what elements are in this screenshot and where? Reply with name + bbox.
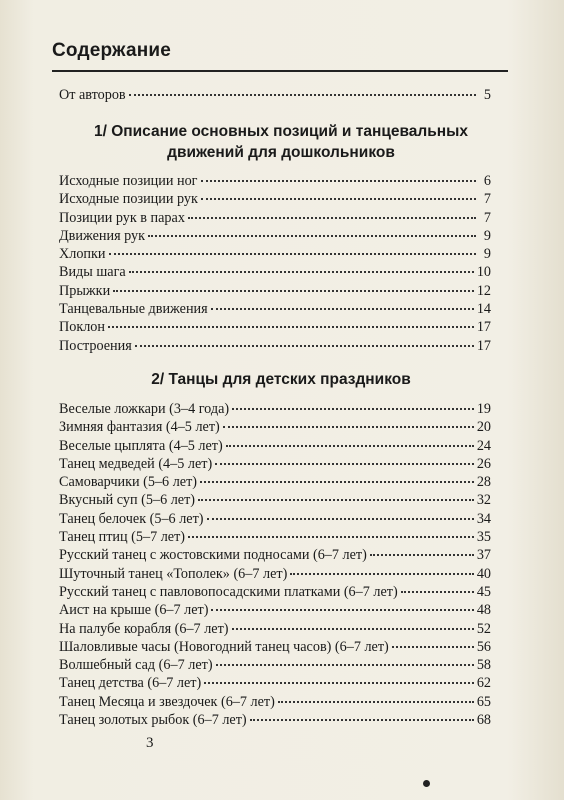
toc-entry-title: Танец птиц (5–7 лет) — [59, 529, 186, 546]
dot-leader — [129, 271, 474, 273]
toc-entry-page: 20 — [476, 419, 491, 436]
toc-entry-page: 28 — [476, 474, 491, 491]
toc-entry — [59, 601, 491, 619]
toc-entry — [59, 455, 491, 473]
contents-heading: Содержание — [52, 40, 172, 61]
toc-entry — [59, 337, 491, 355]
toc-entry-title: Зимняя фантазия (4–5 лет) — [59, 419, 220, 436]
toc-entry-title: Исходные позиции ног — [59, 173, 198, 189]
dot-leader — [200, 481, 474, 483]
toc-entry-page: 9 — [483, 227, 491, 244]
toc-entry-page: 48 — [476, 602, 491, 619]
toc-entry-title: Веселые ложкари (3–4 года) — [59, 401, 230, 417]
toc-entry-page: 5 — [483, 87, 491, 103]
dot-leader — [201, 180, 477, 182]
dot-leader — [278, 701, 474, 703]
toc-entry-page: 37 — [476, 547, 491, 564]
toc-entry — [59, 300, 491, 318]
toc-entry — [59, 528, 491, 546]
dot-leader — [207, 518, 474, 520]
toc-entry-title: Танец медведей (4–5 лет) — [59, 455, 213, 472]
toc-entry — [59, 245, 491, 263]
toc-entry-page: 35 — [476, 529, 491, 546]
dot-leader — [232, 628, 474, 630]
toc-section-2-list — [59, 400, 491, 729]
toc-entry — [59, 190, 491, 208]
toc-entry-title: Русский танец с жостовскими подносами (6–7 лет) — [59, 547, 367, 564]
toc-entry-page: 65 — [476, 693, 491, 710]
dot-leader — [401, 591, 474, 593]
toc-entry — [59, 86, 491, 104]
toc-entry — [59, 318, 491, 336]
toc-entry-title: Шуточный танец «Тополек» (6–7 лет) — [59, 565, 288, 582]
toc-entry-page: 34 — [476, 510, 491, 527]
section-1-title-line-1: 1/ Описание основных позиций и танцевальных — [93, 123, 469, 140]
toc-entry-title: Танцевальные движения — [59, 301, 208, 318]
toc-entry-title: Веселые цыплята (4–5 лет) — [59, 437, 223, 454]
toc-entry-title: Танец детства (6–7 лет) — [59, 675, 202, 692]
toc-entry-title: Прыжки — [59, 282, 111, 299]
toc-entry-title: Движения рук — [59, 227, 146, 244]
dot-leader — [204, 682, 474, 684]
toc-entry-page: 26 — [476, 455, 491, 472]
toc-entry — [59, 693, 491, 711]
section-2-title: 2/ Танцы для детских праздников — [151, 371, 411, 388]
toc-entry-page: 52 — [476, 620, 491, 637]
toc-entry-page: 17 — [476, 337, 491, 354]
dot-leader — [211, 609, 473, 611]
dot-leader — [129, 94, 476, 96]
toc-entry — [59, 583, 491, 601]
toc-entry-page: 6 — [483, 173, 491, 189]
toc-entry-page: 56 — [476, 638, 491, 655]
toc-entry — [59, 227, 491, 245]
toc-entry-title: Хлопки — [59, 246, 106, 263]
dot-leader — [215, 463, 474, 465]
toc-entry — [59, 400, 491, 418]
toc-entry — [59, 638, 491, 656]
toc-entry-page: 17 — [476, 319, 491, 336]
toc-entry-title: Исходные позиции рук — [59, 191, 198, 208]
toc-entry-title: Танец золотых рыбок (6–7 лет) — [59, 712, 247, 729]
dot-leader — [198, 499, 474, 501]
toc-entry-page: 68 — [476, 712, 491, 729]
toc-entry-page: 40 — [476, 565, 491, 582]
dot-leader — [188, 536, 474, 538]
dot-leader — [211, 308, 474, 310]
dot-leader — [135, 345, 474, 347]
section-1-title-line-2: движений для дошкольников — [167, 144, 395, 161]
toc-entry-title: Волшебный сад (6–7 лет) — [59, 657, 213, 674]
page-number: 3 — [146, 735, 154, 751]
toc-entry — [59, 510, 491, 528]
toc-entry — [59, 565, 491, 583]
toc-entry-page: 19 — [476, 401, 491, 417]
toc-entry-title: Шаловливые часы (Новогодний танец часов) (6–7 лет) — [59, 638, 389, 655]
toc-entry-page: 12 — [476, 282, 491, 299]
toc-entry-page: 10 — [476, 264, 491, 281]
toc-entry-page: 45 — [476, 583, 491, 600]
dot-leader — [188, 217, 476, 219]
toc-entry — [59, 437, 491, 455]
dot-leader — [226, 445, 474, 447]
section-1-title — [48, 121, 514, 163]
dot-leader — [232, 408, 474, 410]
toc-entry-page: 14 — [476, 301, 491, 318]
toc-entry-page: 58 — [476, 657, 491, 674]
toc-entry — [59, 473, 491, 491]
toc-entry-title: Виды шага — [59, 264, 126, 281]
dot-leader — [201, 198, 476, 200]
toc-entry — [59, 418, 491, 436]
dot-leader — [250, 719, 474, 721]
toc-intro-list — [59, 86, 491, 104]
toc-entry — [59, 263, 491, 281]
dot-leader — [290, 573, 474, 575]
toc-entry-title: Самоварчики (5–6 лет) — [59, 474, 197, 491]
toc-entry-title: Русский танец с павловопосадскими платками (6–7 лет) — [59, 583, 398, 600]
dot-leader — [223, 426, 474, 428]
toc-entry-page: 9 — [483, 246, 491, 263]
toc-entry — [59, 674, 491, 692]
toc-entry — [59, 282, 491, 300]
toc-entry-page: 32 — [476, 492, 491, 509]
dot-leader — [108, 326, 474, 328]
toc-entry-page: 62 — [476, 675, 491, 692]
toc-entry — [59, 491, 491, 509]
dot-leader — [109, 253, 477, 255]
toc-entry — [59, 620, 491, 638]
heading-underline — [52, 70, 508, 72]
toc-entry-title: На палубе корабля (6–7 лет) — [59, 620, 229, 637]
toc-section-1-list — [59, 172, 491, 355]
toc-entry-title: Поклон — [59, 319, 105, 336]
toc-entry — [59, 711, 491, 729]
toc-entry-title: Позиции рук в парах — [59, 209, 185, 226]
toc-entry-page: 24 — [476, 437, 491, 454]
toc-entry-title: Танец белочек (5–6 лет) — [59, 510, 204, 527]
ink-speck — [423, 780, 430, 787]
dot-leader — [148, 235, 476, 237]
toc-entry — [59, 656, 491, 674]
toc-entry-page: 7 — [483, 209, 491, 226]
toc-entry-page: 7 — [483, 191, 491, 208]
toc-entry-title: От авторов — [59, 87, 126, 103]
toc-entry — [59, 546, 491, 564]
toc-entry — [59, 209, 491, 227]
dot-leader — [113, 290, 474, 292]
dot-leader — [392, 646, 474, 648]
toc-entry — [59, 172, 491, 190]
toc-entry-title: Аист на крыше (6–7 лет) — [59, 602, 209, 619]
toc-entry-title: Танец Месяца и звездочек (6–7 лет) — [59, 693, 275, 710]
toc-entry-title: Вкусный суп (5–6 лет) — [59, 492, 196, 509]
dot-leader — [216, 664, 474, 666]
dot-leader — [370, 554, 474, 556]
toc-entry-title: Построения — [59, 337, 132, 354]
